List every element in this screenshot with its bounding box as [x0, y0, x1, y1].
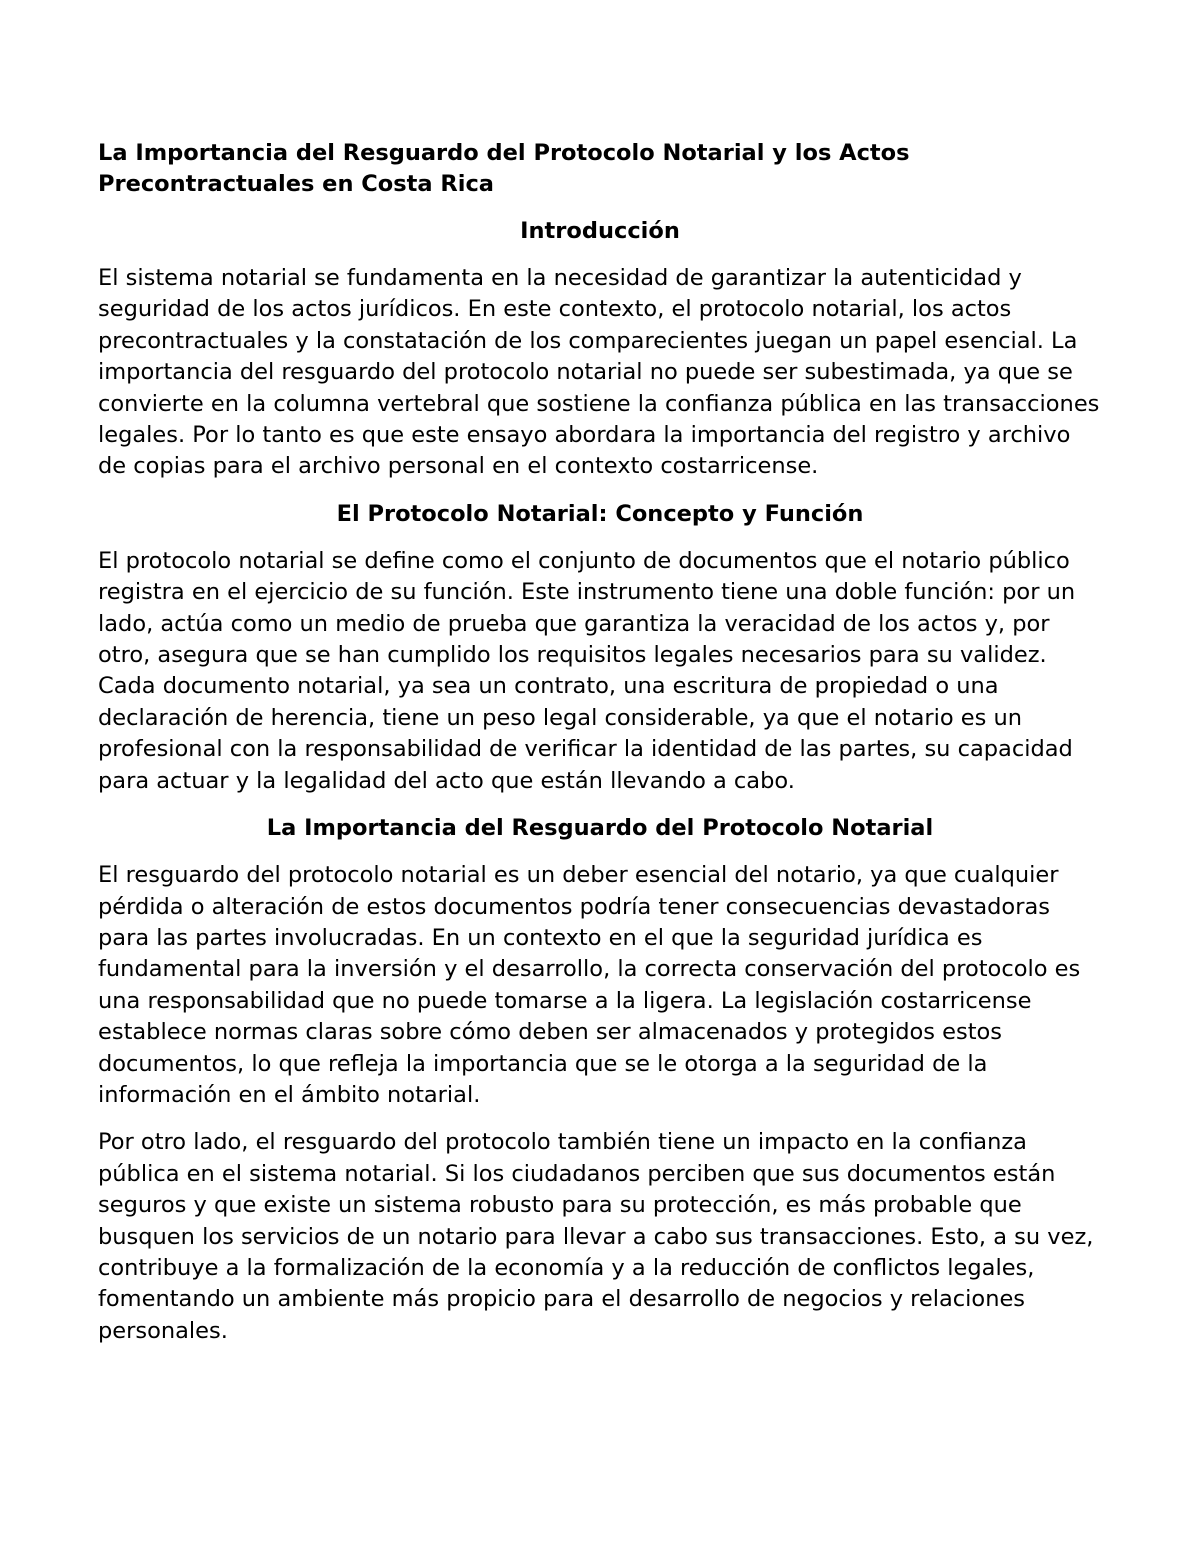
document-page: [98, 138, 1102, 1363]
section-heading-importancia-resguardo: La Importancia del Resguardo del Protocolo Notarial: [266, 815, 934, 842]
paragraph-importancia-resguardo-1: El resguardo del protocolo notarial es un deber esencial del notario, ya que cualquier pérdida o alteración de estos documentos podría tener consecuencias devastadoras para las partes involucradas. En un contexto en el que la seguridad jurídica es fundamental para la inversión y el desarrollo, la correcta conservación del protocolo es una responsabilidad que no puede tomarse a la ligera. La legislación costarricense establece normas claras sobre cómo deben ser almacenados y protegidos estos documentos, lo que refleja la importancia que se le otorga a la seguridad de la información en el ámbito notarial.: [98, 862, 1081, 1108]
section-heading-protocolo-concepto: El Protocolo Notarial: Concepto y Función: [336, 500, 864, 527]
paragraph-importancia-resguardo-2: Por otro lado, el resguardo del protocolo también tiene un impacto en la confianza pública en el sistema notarial. Si los ciudadanos perciben que sus documentos están seguros y que existe un sistema robusto para su protección, es más probable que busquen los servicios de un notario para llevar a cabo sus transacciones. Esto, a su vez, contribuye a la formalización de la economía y a la reducción de conflictos legales, fomentando un ambiente más propicio para el desarrollo de negocios y relaciones personales.: [98, 1129, 1094, 1344]
section-heading-introduccion: Introducción: [520, 218, 680, 244]
paragraph-protocolo-concepto: El protocolo notarial se define como el conjunto de documentos que el notario público registra en el ejercicio de su función. Este instrumento tiene una doble función: por un lado, actúa como un medio de prueba que garantiza la veracidad de los actos y, por otro, asegura que se han cumplido los requisitos legales necesarios para su validez. Cada documento notarial, ya sea un contrato, una escritura de propiedad o una declaración de herencia, tiene un peso legal considerable, ya que el notario es un profesional con la responsabilidad de verificar la identidad de las partes, su capacidad para actuar y la legalidad del acto que están llevando a cabo.: [98, 547, 1076, 794]
paragraph-introduccion: El sistema notarial se fundamenta en la necesidad de garantizar la autenticidad y seguridad de los actos jurídicos. En este contexto, el protocolo notarial, los actos precontractuales y la constatación de los comparecientes juegan un papel esencial. La importancia del resguardo del protocolo notarial no puede ser subestimada, ya que se convierte en la columna vertebral que sostiene la confianza pública en las transacciones legales. Por lo tanto es que este ensayo abordara la importancia del registro y archivo de copias para el archivo personal en el contexto costarricense.: [98, 265, 1100, 480]
document-title: La Importancia del Resguardo del Protocolo Notarial y los Actos Precontractuales en Costa Rica: [98, 140, 910, 197]
